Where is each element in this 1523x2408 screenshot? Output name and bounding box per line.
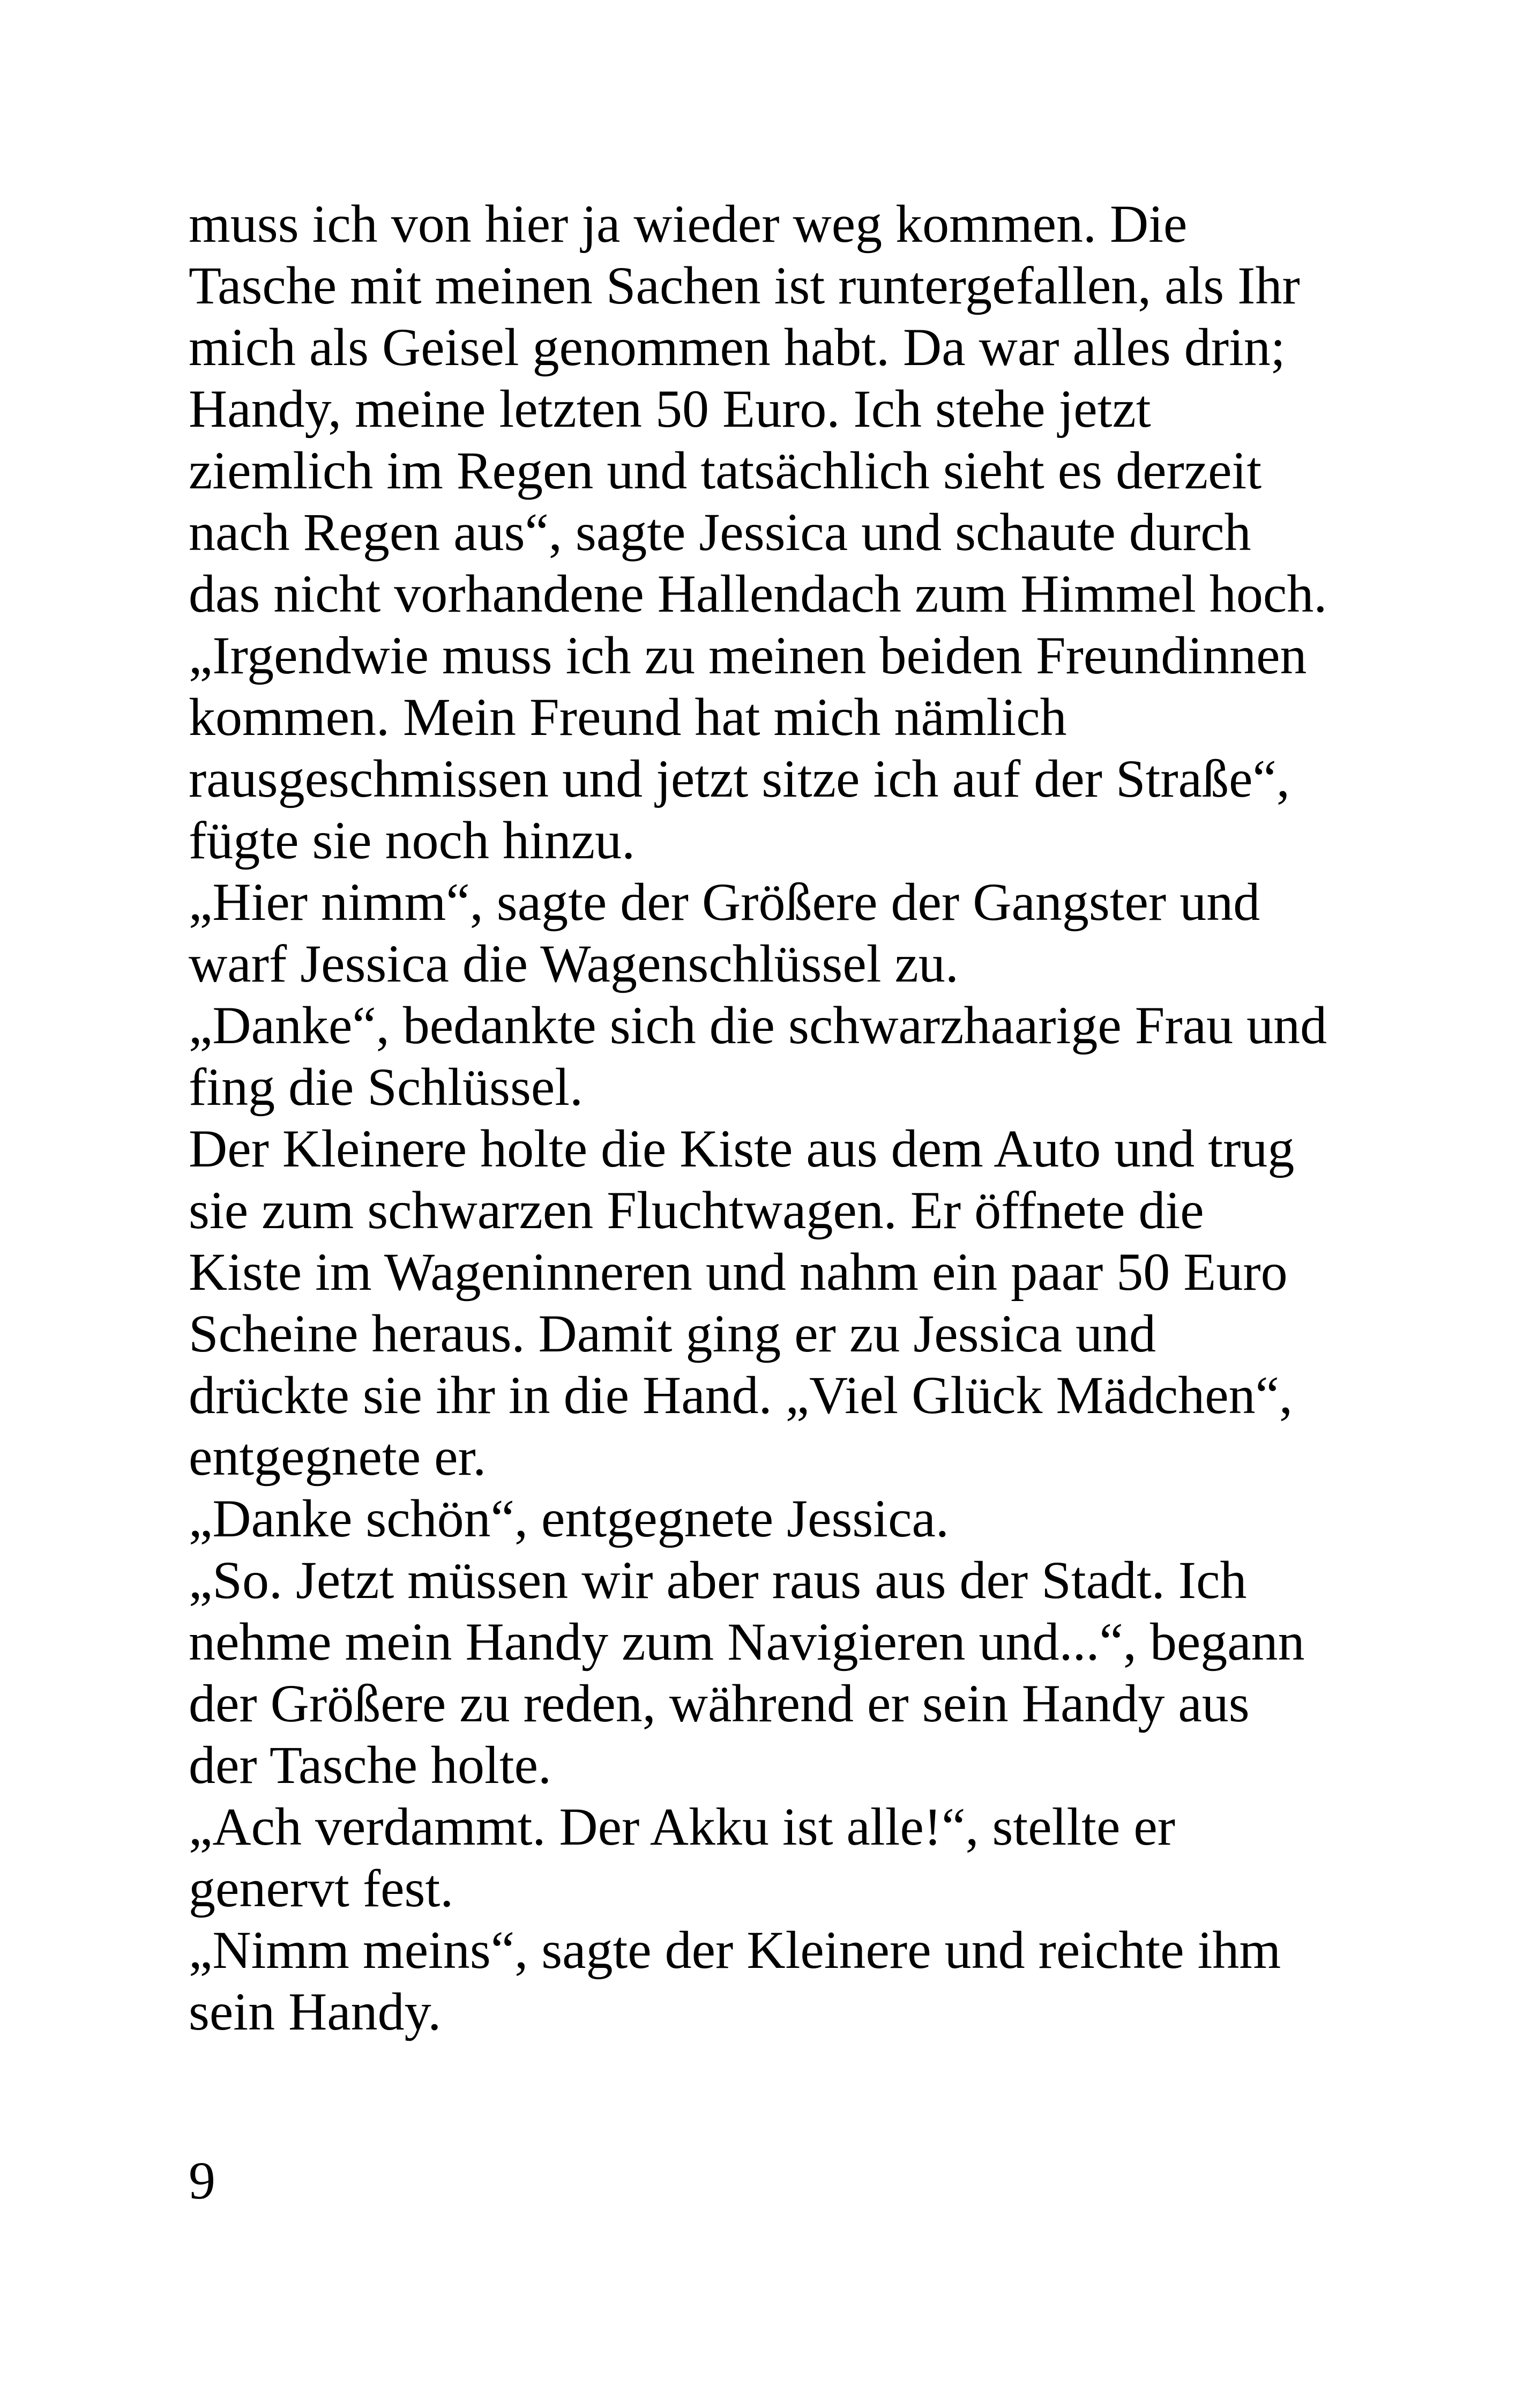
text-line: „Danke“, bedankte sich die schwarzhaarige Frau und (189, 995, 1327, 1055)
page-number: 9 (189, 2151, 215, 2210)
body-text (189, 193, 1368, 2042)
text-line: mich als Geisel genommen habt. Da war alles drin; (189, 317, 1286, 377)
text-line: Der Kleinere holte die Kiste aus dem Auto und trug (189, 1119, 1295, 1178)
text-line: nehme mein Handy zum Navigieren und...“, begann (189, 1612, 1305, 1671)
text-line: Scheine heraus. Damit ging er zu Jessica und (189, 1304, 1156, 1363)
text-line: kommen. Mein Freund hat mich nämlich (189, 687, 1067, 747)
text-line: das nicht vorhandene Hallendach zum Himmel hoch. (189, 564, 1327, 623)
text-line: ziemlich im Regen und tatsächlich sieht es derzeit (189, 441, 1262, 500)
text-line: Handy, meine letzten 50 Euro. Ich stehe jetzt (189, 379, 1151, 439)
text-line: sie zum schwarzen Fluchtwagen. Er öffnete die (189, 1180, 1204, 1240)
text-line: „So. Jetzt müssen wir aber raus aus der Stadt. Ich (189, 1550, 1247, 1610)
text-line: drückte sie ihr in die Hand. „Viel Glück Mädchen“, (189, 1365, 1293, 1425)
text-line: „Ach verdammt. Der Akku ist alle!“, stellte er (189, 1797, 1176, 1856)
text-line: sein Handy. (189, 1982, 442, 2041)
text-line: der Größere zu reden, während er sein Handy aus (189, 1674, 1250, 1733)
text-line: rausgeschmissen und jetzt sitze ich auf der Straße“, (189, 749, 1290, 808)
text-line: muss ich von hier ja wieder weg kommen. Die (189, 194, 1188, 254)
text-line: entgegnete er. (189, 1427, 487, 1487)
text-line: „Irgendwie muss ich zu meinen beiden Freundinnen (189, 626, 1307, 685)
text-line: Kiste im Wageninneren und nahm ein paar 50 Euro (189, 1242, 1288, 1302)
text-line: fügte sie noch hinzu. (189, 811, 636, 870)
text-line: Tasche mit meinen Sachen ist runtergefallen, als Ihr (189, 256, 1300, 315)
text-line: warf Jessica die Wagenschlüssel zu. (189, 934, 959, 993)
text-line: „Danke schön“, entgegnete Jessica. (189, 1489, 949, 1548)
text-line: genervt fest. (189, 1859, 454, 1918)
text-line: fing die Schlüssel. (189, 1057, 584, 1117)
text-line: der Tasche holte. (189, 1735, 552, 1795)
text-line: nach Regen aus“, sagte Jessica und schaute durch (189, 502, 1251, 562)
text-line: „Nimm meins“, sagte der Kleinere und reichte ihm (189, 1920, 1281, 1980)
text-line: „Hier nimm“, sagte der Größere der Gangster und (189, 872, 1260, 932)
